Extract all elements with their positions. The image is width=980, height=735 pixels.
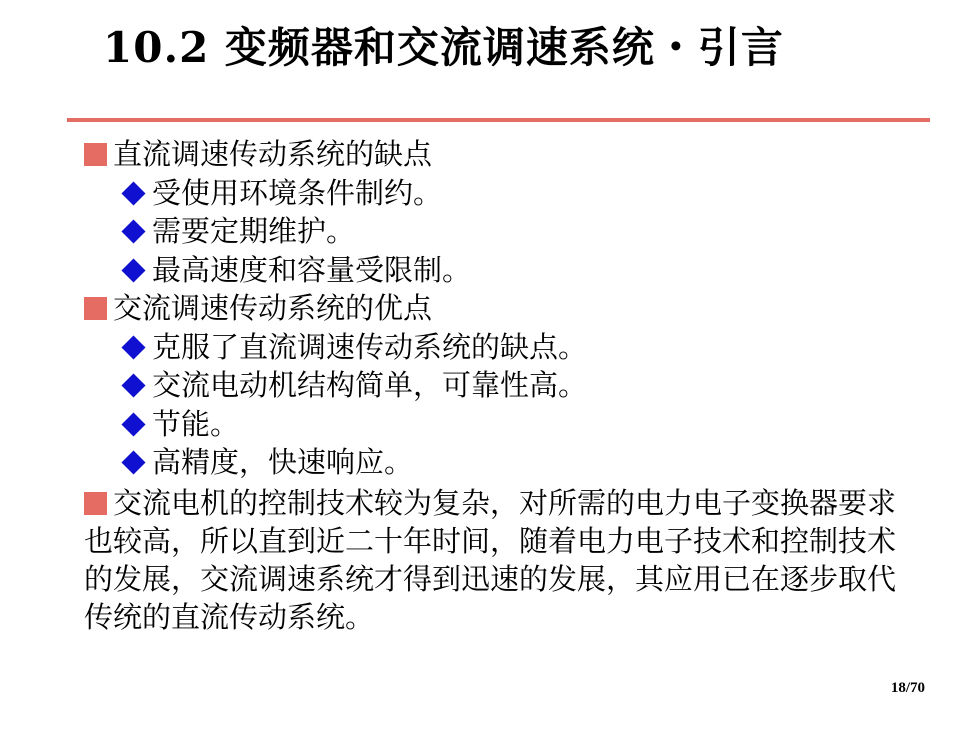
square-bullet-icon <box>84 297 107 320</box>
list-item-text: 高精度，快速响应。 <box>152 445 414 479</box>
diamond-bullet-icon <box>121 258 145 282</box>
diamond-bullet-icon <box>121 373 145 397</box>
list-item-text: 需要定期维护。 <box>152 214 356 248</box>
section-heading <box>84 289 914 328</box>
diamond-bullet-icon <box>121 181 145 205</box>
diamond-bullet-icon <box>121 219 145 243</box>
diamond-bullet-icon <box>121 335 145 359</box>
title-divider <box>67 118 930 122</box>
section-heading <box>84 135 914 174</box>
section-heading-text: 直流调速传动系统的缺点 <box>113 137 433 171</box>
list-item <box>84 174 914 213</box>
list-item <box>84 212 914 251</box>
slide-content <box>84 135 914 636</box>
diamond-bullet-icon <box>121 450 145 474</box>
page-number: 18/70 <box>890 680 925 696</box>
list-item-text: 节能。 <box>152 406 240 441</box>
list-item <box>84 443 914 482</box>
list-item <box>84 366 914 405</box>
list-item <box>84 328 914 367</box>
list-item <box>84 251 914 290</box>
list-item-text: 克服了直流调速传动系统的缺点。 <box>152 329 588 364</box>
list-item <box>84 405 914 444</box>
list-item-text: 最高速度和容量受限制。 <box>152 252 472 287</box>
slide-title: 10.2 变频器和交流调速系统・引言 <box>103 23 784 72</box>
summary-paragraph-text: 交流电机的控制技术较为复杂，对所需的电力电子变换器要求也较高，所以直到近二十年时间，随着电力电子技术和控制技术的发展，交流调速系统才得到迅速的发展，其应用已在逐步取代传统的直流传动系统。 <box>84 485 897 634</box>
list-item-text: 受使用环境条件制约。 <box>152 175 443 210</box>
square-bullet-icon <box>84 492 107 515</box>
diamond-bullet-icon <box>121 412 145 436</box>
list-item-text: 交流电动机结构简单，可靠性高。 <box>152 368 588 402</box>
section-heading-text: 交流调速传动系统的优点 <box>113 291 433 325</box>
square-bullet-icon <box>84 143 107 166</box>
summary-paragraph <box>84 484 914 636</box>
